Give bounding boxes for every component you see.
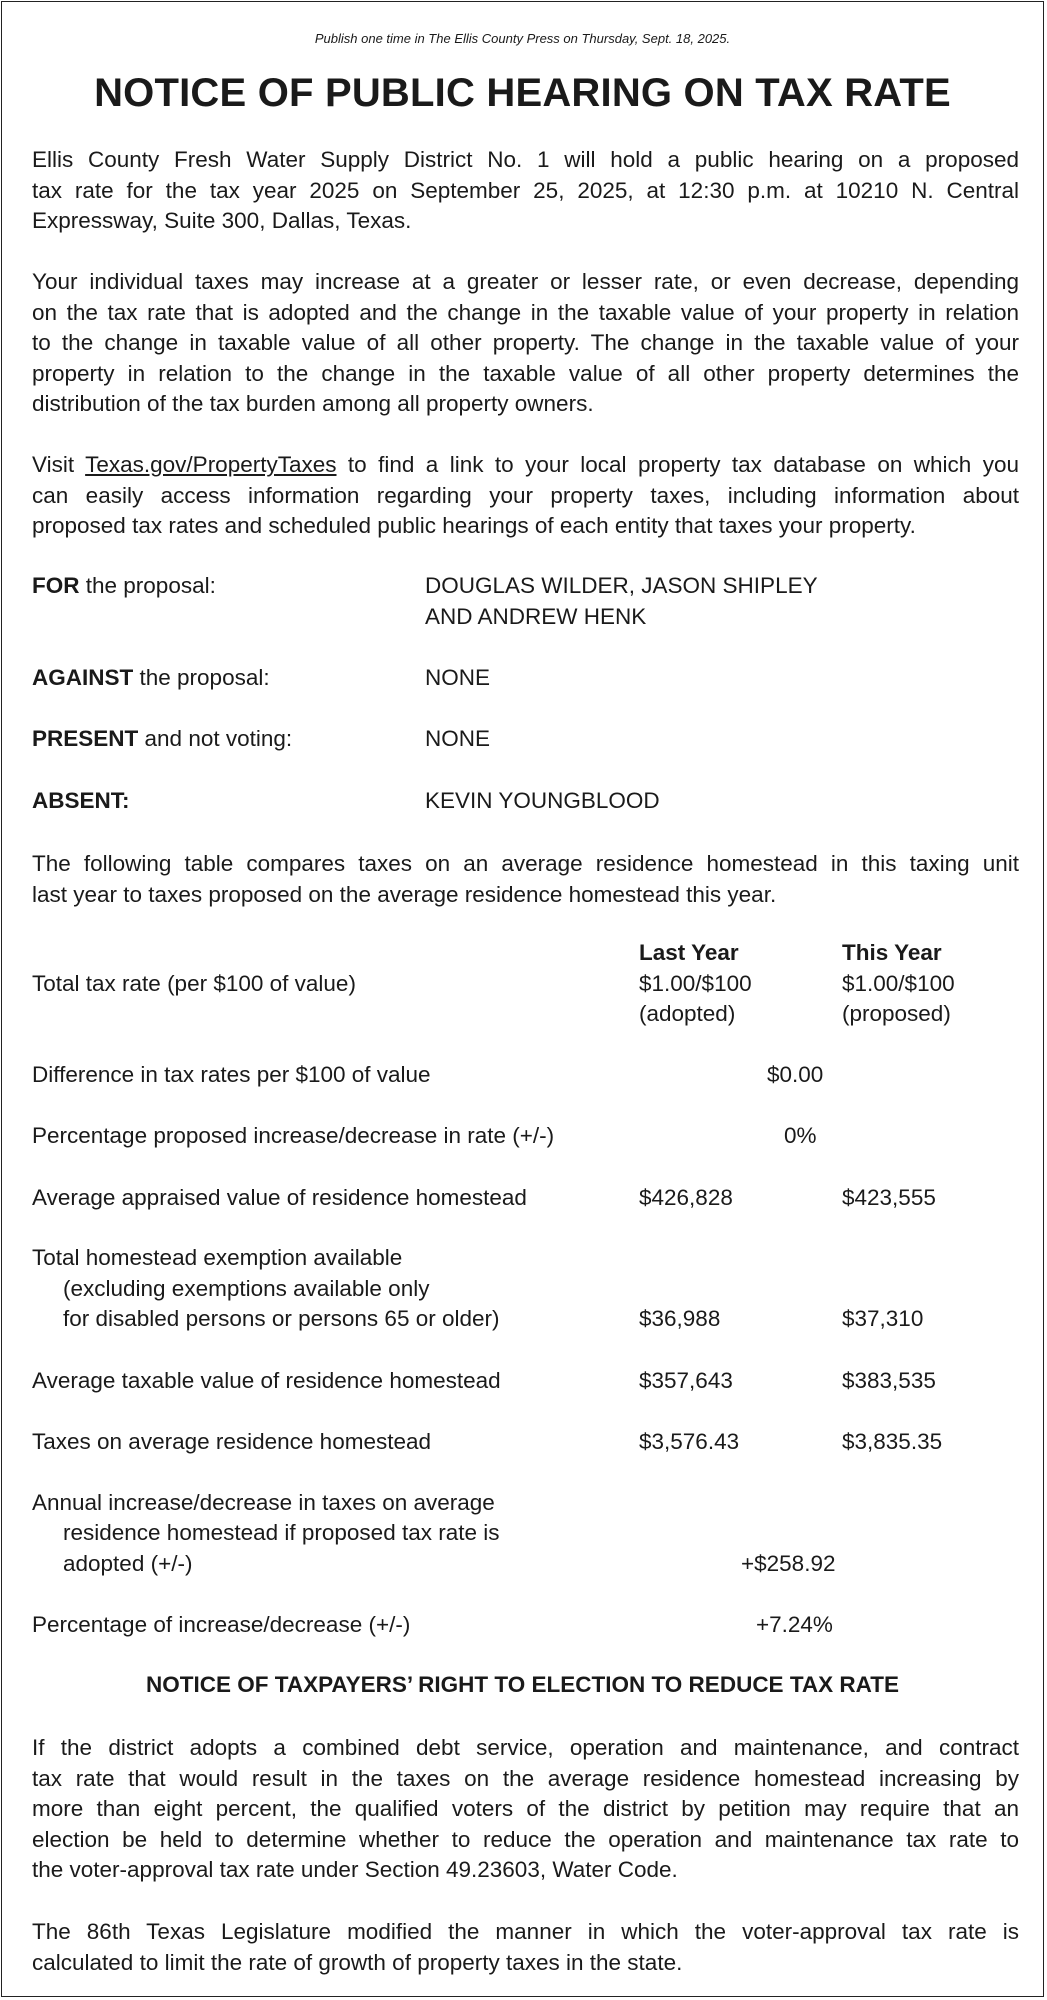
exemption-label-2: (excluding exemptions available only — [63, 1276, 430, 1301]
text-line: tax rate that would result in the taxes on the average residence homestead increasing by — [32, 1765, 1019, 1791]
vote-absent-label: ABSENT: — [32, 788, 130, 813]
vote-against-label: AGAINST the proposal: — [32, 665, 270, 690]
annual-label-2: residence homestead if proposed tax rate is — [63, 1520, 500, 1545]
vote-present-value: NONE — [425, 726, 491, 751]
text-line: can easily access information regarding your property taxes, including information about — [32, 482, 1019, 508]
visit-prefix: Visit — [32, 452, 86, 477]
text-line: Your individual taxes may increase at a greater or lesser rate, or even decrease, depending — [32, 269, 1019, 294]
pct-rate-value: 0% — [784, 1123, 817, 1148]
exemption-label-1: Total homestead exemption available — [32, 1245, 403, 1270]
exemption-last-year: $36,988 — [639, 1306, 721, 1331]
table-intro — [32, 849, 1019, 910]
text-line: distribution of the tax burden among all property owners. — [32, 391, 594, 416]
text-line: calculated to limit the rate of growth of property taxes in the state. — [32, 1949, 683, 1975]
notice-heading: NOTICE OF TAXPAYERS’ RIGHT TO ELECTION TO REDUCE TAX RATE — [146, 1672, 899, 1697]
pct-rate-label: Percentage proposed increase/decrease in rate (+/-) — [32, 1123, 555, 1148]
vote-for-value-2: AND ANDREW HENK — [425, 604, 647, 629]
taxes-last-year: $3,576.43 — [639, 1429, 740, 1454]
taxes-paragraph — [32, 267, 1019, 420]
vote-for-value-1: DOUGLAS WILDER, JASON SHIPLEY — [425, 573, 818, 598]
exemption-this-year: $37,310 — [842, 1306, 924, 1331]
hearing-paragraph — [32, 145, 1019, 237]
rate-this-year-note: (proposed) — [842, 1001, 951, 1026]
text-line: The following table compares taxes on an average residence homestead in this taxing unit — [32, 851, 1019, 876]
visit-paragraph — [32, 450, 1019, 542]
vote-present-label: PRESENT and not voting: — [32, 726, 293, 751]
vote-for-label: FOR the proposal: — [32, 573, 216, 598]
annual-label-1: Annual increase/decrease in taxes on average — [32, 1490, 495, 1515]
taxes-this-year: $3,835.35 — [842, 1429, 943, 1454]
text-line: tax rate for the tax year 2025 on September 25, 2025, at 12:30 p.m. at 10210 N. Central — [32, 177, 1019, 203]
notice-page — [1, 1, 1044, 1997]
vote-against-value: NONE — [425, 665, 491, 690]
taxes-label: Taxes on average residence homestead — [32, 1429, 432, 1454]
vote-absent-value: KEVIN YOUNGBLOOD — [425, 788, 660, 813]
text-line: last year to taxes proposed on the average residence homestead this year. — [32, 881, 777, 907]
property-taxes-link[interactable]: Texas.gov/PropertyTaxes — [85, 452, 337, 477]
publication-note: Publish one time in The Ellis County Press on Thursday, Sept. 18, 2025. — [314, 31, 731, 46]
text-line: proposed tax rates and scheduled public hearings of each entity that taxes your property. — [32, 513, 916, 538]
text-line: property in relation to the change in the taxable value of all other property determines the — [32, 360, 1019, 386]
appraised-label: Average appraised value of residence homestead — [32, 1185, 527, 1210]
text-line: Expressway, Suite 300, Dallas, Texas. — [32, 208, 412, 233]
appraised-this-year: $423,555 — [842, 1185, 936, 1210]
col-header-this-year: This Year — [842, 940, 942, 965]
rate-last-year-note: (adopted) — [639, 1001, 736, 1026]
text-line: If the district adopts a combined debt service, operation and maintenance, and contract — [32, 1735, 1019, 1760]
col-header-last-year: Last Year — [639, 940, 739, 965]
exemption-label-3: for disabled persons or persons 65 or older) — [63, 1306, 500, 1331]
page-title: NOTICE OF PUBLIC HEARING ON TAX RATE — [94, 71, 951, 115]
rate-this-year: $1.00/$100 — [842, 971, 955, 996]
text-line: election be held to determine whether to reduce the operation and maintenance tax rate to — [32, 1826, 1019, 1852]
taxable-last-year: $357,643 — [639, 1368, 733, 1393]
legislature-paragraph — [32, 1917, 1019, 1978]
appraised-last-year: $426,828 — [639, 1185, 733, 1210]
rate-label: Total tax rate (per $100 of value) — [32, 971, 356, 996]
annual-value: +$258.92 — [741, 1551, 836, 1576]
diff-label: Difference in tax rates per $100 of value — [32, 1062, 431, 1087]
pct-inc-label: Percentage of increase/decrease (+/-) — [32, 1612, 411, 1637]
text-line: more than eight percent, the qualified voters of the district by petition may require that an — [32, 1796, 1019, 1821]
election-paragraph — [32, 1733, 1019, 1886]
taxable-this-year: $383,535 — [842, 1368, 936, 1393]
text-line: to the change in taxable value of all other property. The change in the taxable value of your — [32, 330, 1019, 355]
text-line: Ellis County Fresh Water Supply District No. 1 will hold a public hearing on a proposed — [32, 147, 1019, 172]
pct-inc-value: +7.24% — [756, 1612, 833, 1637]
text-line: The 86th Texas Legislature modified the manner in which the voter-approval tax rate is — [32, 1919, 1019, 1944]
text-line — [32, 450, 1019, 481]
rate-last-year: $1.00/$100 — [639, 971, 752, 996]
taxable-label: Average taxable value of residence homestead — [32, 1368, 501, 1393]
text-line: the voter-approval tax rate under Section 49.23603, Water Code. — [32, 1857, 678, 1882]
diff-value: $0.00 — [767, 1062, 824, 1087]
text-line: on the tax rate that is adopted and the change in the taxable value of your property in relation — [32, 299, 1019, 325]
visit-rest: to find a link to your local property tax database on which you — [336, 452, 1020, 477]
annual-label-3: adopted (+/-) — [63, 1551, 193, 1576]
